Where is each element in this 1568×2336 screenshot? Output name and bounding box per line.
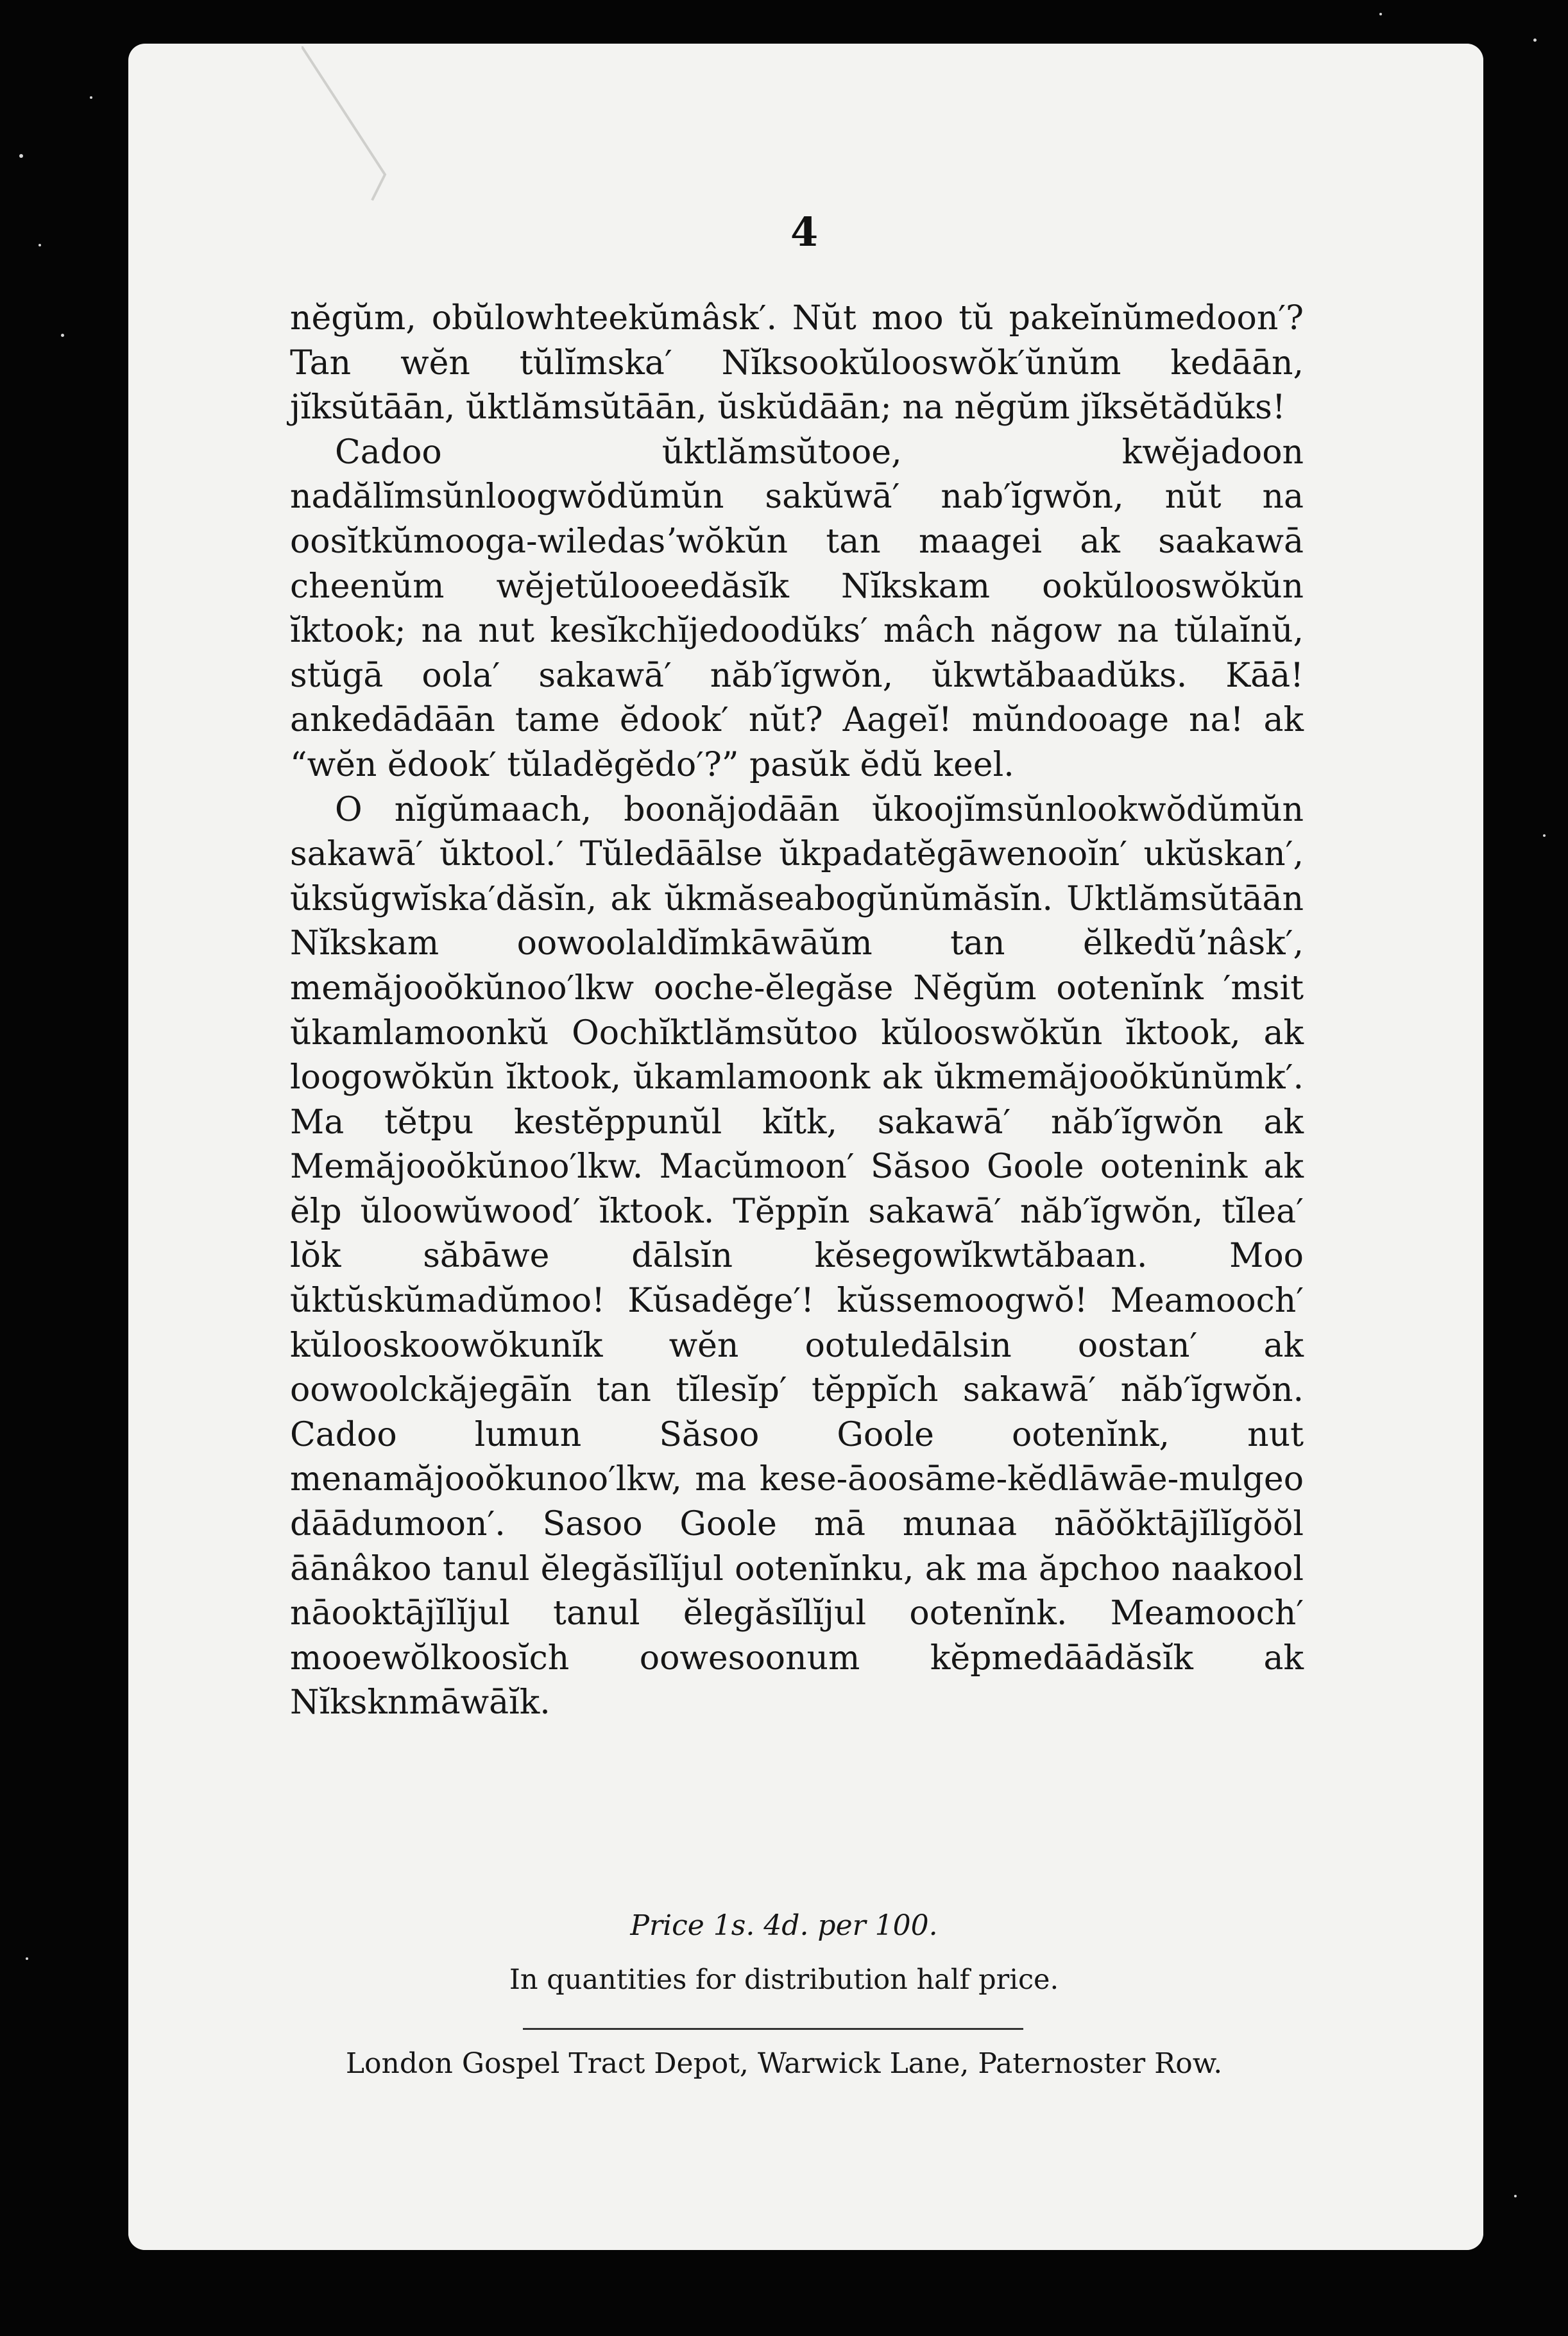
paragraph: Cadoo ŭktlămsŭtooe, kwĕjadoon nadălĭmsŭnloogwŏdŭmŭn sakŭwā′ nab′ĭgwŏn, nŭt na oosĭtkŭmooga-wiledasʼwŏkŭn tan maagei ak saakawā cheenŭm wĕjetŭlooeedăsĭk Nĭkskam ookŭlooswŏkŭn ĭktook; na nut kesĭkchĭjedoodŭks′ mâch năgow na tŭlaĭnŭ, stŭgā oola′ sakawā′ năb′ĭgwŏn, ŭkwtăbaadŭks. Kāā! ankedādāān tame ĕdook′ nŭt? Aageĭ! mŭndooage na! ak “wĕn ĕdook′ tŭladĕgĕdo′?” pasŭk ĕdŭ keel. — [290, 433, 1304, 784]
page-number: 4 — [790, 209, 819, 255]
paragraph: nĕgŭm, obŭlowhteekŭmâsk′. Nŭt moo tŭ pakeĭnŭmedoon′? Tan wĕn tŭlĭmska′ Nĭksookŭlooswŏk′ŭnŭm kedāān, jĭksŭtāān, ŭktlămsŭtāān, ŭskŭdāān; na nĕgŭm jĭksĕtădŭks! — [290, 299, 1304, 427]
publisher-line: London Gospel Tract Depot, Warwick Lane, Paternoster Row. — [345, 2047, 1223, 2080]
divider-rule — [523, 2028, 1023, 2030]
folded-corner-icon — [302, 46, 398, 213]
distribution-line: In quantities for distribution half price. — [509, 1964, 1059, 1996]
body-text — [290, 296, 1304, 1726]
paragraph: O nĭgŭmaach, boonăjodāān ŭkoojĭmsŭnlookwŏdŭmŭn sakawā′ ŭktool.′ Tŭledāālse ŭkpadatĕgāwenooĭn′ ukŭskan′, ŭksŭgwĭska′dăsĭn, ak ŭkmăseabogŭnŭmăsĭn. Uktlămsŭtāān Nĭkskam oowoolaldĭmkāwāŭm tan ĕlkedŭʼnâsk′, memăjooŏkŭnoo′lkw ooche-ĕlegăse Nĕgŭm ootenĭnk ′msit ŭkamlamoonkŭ Oochĭktlămsŭtoo kŭlooswŏkŭn ĭktook, ak loogowŏkŭn ĭktook, ŭkamlamoonk ak ŭkmemăjooŏkŭnŭmk′. Ma tĕtpu kestĕppunŭl kĭtk, sakawā′ năb′ĭgwŏn ak Memăjooŏkŭnoo′lkw. Macŭmoon′ Săsoo Goole ootenink ak ĕlp ŭloowŭwood′ ĭktook. Tĕppĭn sakawā′ năb′ĭgwŏn, tĭlea′ lŏk săbāwe dālsĭn kĕsegowĭkwtăbaan. Moo ŭktŭskŭmadŭmoo! Kŭsadĕge′! kŭssemoogwŏ! Meamooch′ kŭlooskoowŏkunĭk wĕn ootuledālsin oostan′ ak oowoolckăjegāĭn tan tĭlesĭp′ tĕppĭch sakawā′ năb′ĭgwŏn. Cadoo lumun Săsoo Goole ootenĭnk, nut menamăjooŏkunoo′lkw, ma kese-āoosāme-kĕdlāwāe-mulgeo dāādumoon′. Sasoo Goole mā munaa nāŏŏktājĭlĭgŏŏl āānâkoo tanul ĕlegăsĭlĭjul ootenĭnku, ak ma ăpchoo naakool nāooktājĭlĭjul tanul ĕlegăsĭlĭjul ootenĭnk. Meamooch′ mooewŏlkoosĭch oowesoonum kĕpmedāādăsĭk ak Nĭksknmāwāĭk. — [290, 790, 1304, 1722]
price-line: Price 1s. 4d. per 100. — [630, 1909, 938, 1942]
